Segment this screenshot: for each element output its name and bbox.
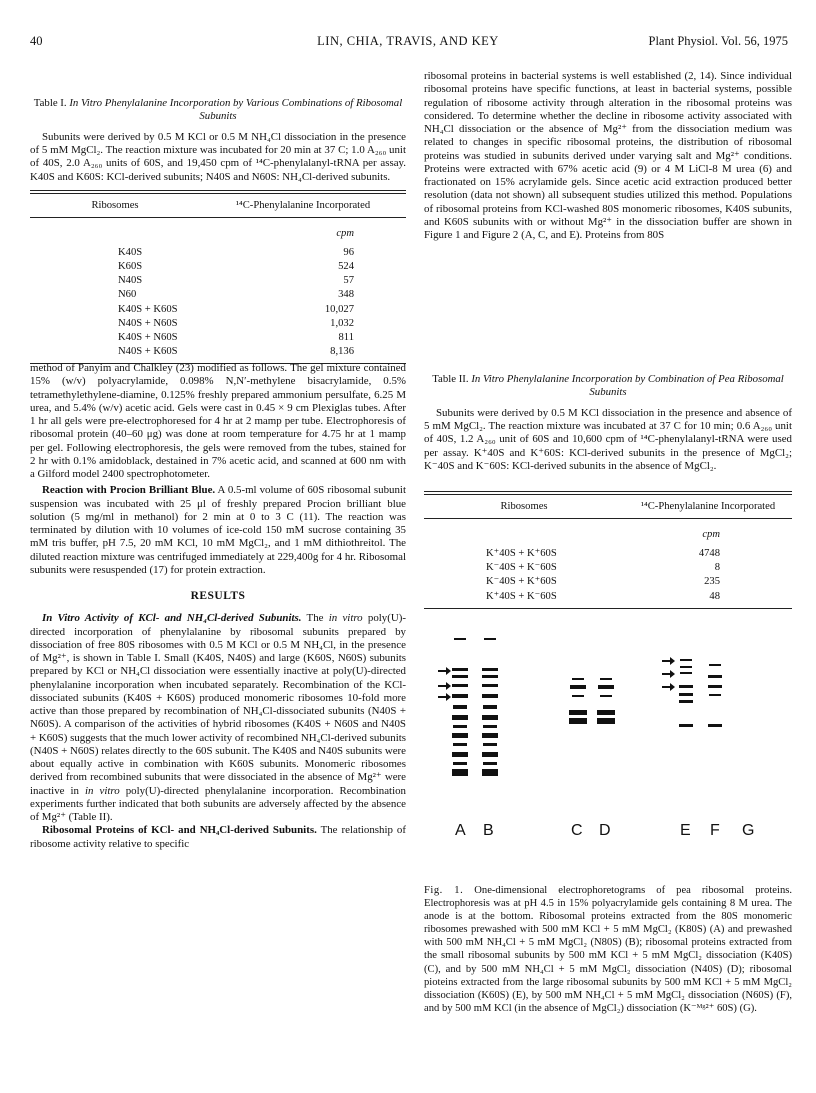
left-column xyxy=(30,362,406,851)
ribosome-cell: K⁻40S + K⁻60S xyxy=(486,562,557,574)
ribosome-cell: K⁺40S + K⁺60S xyxy=(486,548,557,560)
figure-1-caption: Fig. 1. One-dimensional electrophoretograms of pea ribosomal proteins. Electrophoresis was at pH 4.5 in 15% polyacrylamide gels containing 8 M urea. The anode is at the bottom. Ribosomal proteins extracted from the 80S monomeric ribosomes prewashed with 500 mM KCl + 5 mM MgCl₂ (K80S) (A) and prewashed with 500 mM NH₄Cl + 5 mM MgCl₂ (N80S) (B); ribosomal proteins extracted from the small ribosomal subunits by 500 mM KCl + 5 mM MgCl₂ dissociation (K40S) (C), and by 500 mM NH₄Cl + 5 mM MgCl₂ dissociation (N40S) (D); ribosomal pioteins extracted from the large ribosomal subunits by 500 mM KCl + 5 mM MgCl₂ dissociation (K60S) (E), by 500 mM NH₄Cl + 5 mM MgCl₂ dissociation (N60S) (F), and by 500 mM KCl (in the absence of MgCl₂) dissociation (K⁻ᴹᵍ²⁺ 60S) (G). xyxy=(424,885,793,1014)
table1-unit: cpm xyxy=(336,227,354,239)
ribosome-cell: K60S xyxy=(118,261,143,272)
table-row xyxy=(30,288,406,302)
ribosome-cell: K40S + N60S xyxy=(118,331,178,343)
table-row xyxy=(424,561,792,575)
proteins-paragraph: Ribosomal Proteins of KCl- and NH₄Cl-derived Subunits. The relationship of ribosome activity relative to specific xyxy=(30,824,406,850)
activity-heading: In Vitro Activity of KCl- and NH₄Cl-derived Subunits. xyxy=(42,612,302,625)
table-row xyxy=(30,345,406,359)
figure-1 xyxy=(424,612,800,882)
running-authors: LIN, CHIA, TRAVIS, AND KEY xyxy=(317,34,499,48)
table2-unit: cpm xyxy=(702,529,720,541)
incorporation-cell: 48 xyxy=(709,590,720,602)
table-2-grid xyxy=(424,501,792,512)
lane-label-g: G xyxy=(742,822,755,839)
lane-label-c: C xyxy=(571,822,583,839)
table-row xyxy=(30,274,406,288)
results-heading: RESULTS xyxy=(190,590,246,602)
page-number: 40 xyxy=(30,34,43,48)
ribosome-cell: N40S + N60S xyxy=(118,317,178,329)
running-header xyxy=(0,34,816,54)
table-1-grid xyxy=(30,200,406,211)
procion-paragraph: Reaction with Procion Brilliant Blue. A 0.5-ml volume of 60S ribosomal subunit suspension was incubated with 25 μl of freshly prepared Procion brilliant blue solution (5 mg/ml in methanol) for 2 min at 0 to 3 C (11). The reaction was terminated by dilution with 10 volumes of ice-cold 150 mM sucrose containing 35 mM tris buffer, pH 7.5, 20 mM KCl, 10 mM MgCl₂, and 1 mM dithiothreitol. The diluted reaction mixture was centrifuged immediately at 229,400g for 4 hr. Ribosomal subunits were resuspended (17) for protein extraction. xyxy=(30,484,406,576)
ribosome-cell: N60 xyxy=(118,289,137,301)
lane-label-b: B xyxy=(483,822,494,839)
incorporation-cell: 96 xyxy=(343,246,354,258)
ribosome-cell: N40S xyxy=(118,275,143,287)
table-2-caption: Table II. In Vitro Phenylalanine Incorporation by Combination of Pea Ribosomal Subunits xyxy=(432,373,784,398)
table-1 xyxy=(30,97,406,364)
table-row xyxy=(424,575,792,589)
ribosome-cell: K40S + K60S xyxy=(118,303,178,315)
table-2 xyxy=(424,373,792,609)
table-1-col-incorporated: ¹⁴C-Phenylalanine Incorporated xyxy=(235,199,371,211)
lane-label-a: A xyxy=(455,822,466,839)
table-2-col-incorporated: ¹⁴C-Phenylalanine Incorporated xyxy=(640,501,776,513)
incorporation-cell: 811 xyxy=(338,331,354,343)
table-row xyxy=(30,260,406,274)
procion-heading: Reaction with Procion Brilliant Blue. xyxy=(42,484,216,497)
table-row xyxy=(30,303,406,317)
lane-label-f: F xyxy=(710,822,720,839)
table-2-note: Subunits were derived by 0.5 M KCl dissociation in the presence and absence of 5 mM MgCl₂. The reaction mixture was incubated at 37 C for 10 min; 0.6 A₂₆₀ unit of 40S, 1.2 A₂₆₀ unit of 60S and 10,600 cpm of ¹⁴C-phenylalanyl-tRNA were used per assay. K⁺40S and K⁺60S: KCl-derived subunits in the presence of MgCl₂; K⁻40S and K⁻60S: KCl-derived subunits in the absence of MgCl₂. xyxy=(424,407,792,472)
table-row xyxy=(424,547,792,561)
methods-gel-paragraph: method of Panyim and Chalkley (23) modified as follows. The gel mixture contained 15% (w/v) polyacrylamide, 0.098% N,N′-methylene bisacrylamide, 0.5% tetramethylethylene-diamine, 0.125% freshly prepared ammonium persulfate, 6.25 M urea, and 5.4% (w/v) acetic acid. Gels were cast in 0.45 × 9 cm Plexiglas tubes. After 1 hr all gels were pre-electrophoresed for 4 hr at 2 mamp per tube. Electrophoresis of ribosomal protein (40–60 μg) was done at room temperature for 4.75 hr at 1 mamp per gel. Following electrophoresis, the gels were removed from the tubes, stained for 2 hr with 0.1% amidoblack, destained in 7% acetic acid, and scanned at 600 nm with a Gilford model 2400 spectrophotometer. xyxy=(30,362,406,480)
table-2-col-ribosomes: Ribosomes xyxy=(500,501,548,513)
figure-1-label: Fig. 1. xyxy=(424,885,464,896)
table-row xyxy=(30,317,406,331)
right-column xyxy=(424,70,792,242)
running-journal: Plant Physiol. Vol. 56, 1975 xyxy=(648,34,788,48)
table-1-body xyxy=(30,228,406,360)
incorporation-cell: 10,027 xyxy=(324,303,354,315)
incorporation-cell: 57 xyxy=(343,275,354,287)
incorporation-cell: 348 xyxy=(338,289,354,301)
ribosome-cell: K40S xyxy=(118,246,143,258)
proteins-heading: Ribosomal Proteins of KCl- and NH₄Cl-derived Subunits. xyxy=(42,824,317,837)
table-1-note: Subunits were derived by 0.5 M KCl or 0.5 M NH₄Cl dissociation in the presence of 5 mM MgCl₂. The reaction mixture was incubated for 20 min at 37 C; 1.0 A₂₆₀ unit of 40S, 2.0 A₂₆₀ units of 60S, and 19,450 cpm of ¹⁴C-phenylalanyl-tRNA per assay. K40S and K60S: KCl-derived subunits; N40S and N60S: NH₄Cl-derived subunits. xyxy=(30,131,406,183)
ribosome-cell: K⁺40S + K⁻60S xyxy=(486,590,557,602)
ribosome-cell: N40S + K60S xyxy=(118,346,178,358)
table-1-title: In Vitro Phenylalanine Incorporation by Various Combinations of Ribosomal Subunits xyxy=(69,97,403,122)
incorporation-cell: 4748 xyxy=(698,548,720,560)
table-row xyxy=(424,590,792,604)
table-1-caption: Table I. In Vitro Phenylalanine Incorporation by Various Combinations of Ribosomal Subunits xyxy=(33,97,403,122)
table-1-col-ribosomes: Ribosomes xyxy=(91,199,139,211)
ribosome-cell: K⁻40S + K⁺60S xyxy=(486,576,557,588)
activity-paragraph: In Vitro Activity of KCl- and NH₄Cl-derived Subunits. The in vitro poly(U)-directed incorporation of phenylalanine by ribosomal subunits prepared by dissociation of free 80S ribosomes with 0.5 M KCl or 0.5 M NH₄Cl, in the presence of Mg²⁺, is shown in Table I. Small (K40S, N40S) and large (K60S, N60S) subunits prepared by KCl or NH₄Cl dissociation were essentially inactive at poly(U)-directed phenylalanine incorporation when incubated separately. Recombination of the KCl-dissociated subunits (K40S + K60S) produced monomeric ribosomes 10-fold more active than those prepared by recombination of NH₄Cl-dissociated subunits (N40S + N60S). A comparison of the activities of hybrid ribosomes (K40S + N60S and N40S + K60S) suggests that the much lower activity of recombined NH₄Cl-derived subunits (N40S + N60S) relates directly to the 60S subunit. The K40S and N40S subunits were about equally active in combination with K60S subunits. Monomeric ribosomes derived from recombined subunits that were dissociated in the absence of Mg²⁺ were inactive in in vitro poly(U)-directed phenylalanine incorporation. Recombination experiments further indicated that both subunits are adversely affected by the absence of Mg²⁺ (Table II). xyxy=(30,612,407,823)
table-2-title: In Vitro Phenylalanine Incorporation by Combination of Pea Ribosomal Subunits xyxy=(471,373,784,398)
table-2-body xyxy=(424,529,792,604)
incorporation-cell: 235 xyxy=(704,576,720,588)
table-row xyxy=(30,331,406,345)
right-paragraph: ribosomal proteins in bacterial systems is well established (2, 14). Since individual ribosomal proteins have specific functions, at least in bacterial systems, possible regulation of ribosome activity through alteration in the ribosomal proteins was considered. To determine whether the decline in ribosome activity associated with NH₄Cl dissociation or the absence of Mg²⁺ from the dissociation medium was related to changes in specific ribosomal proteins, the distribution of ribosomal proteins was studied in subunits derived under varying salt and Mg²⁺ conditions. Proteins were extracted with 67% acetic acid (9) or 4 M LiCl-8 M urea (6) and fractionated on 15% acrylamide gels. Since acetic acid extraction produced better resolution (data not shown) all subsequent studies utilized this method. Populations of ribosomal proteins from KCl-washed 80S monomeric ribosomes, K40S subunits, and K60S subunits with or without Mg²⁺ in the dissociation buffer are shown in Figure 1 and Figure 2 (A, C, and E). Proteins from 80S xyxy=(424,70,792,241)
lane-label-d: D xyxy=(599,822,611,839)
incorporation-cell: 1,032 xyxy=(330,317,354,329)
gel-electrophoretogram xyxy=(424,612,800,882)
incorporation-cell: 8,136 xyxy=(330,346,354,358)
incorporation-cell: 524 xyxy=(338,261,354,272)
incorporation-cell: 8 xyxy=(714,562,720,574)
lane-label-e: E xyxy=(680,822,691,839)
table-row xyxy=(30,246,406,260)
